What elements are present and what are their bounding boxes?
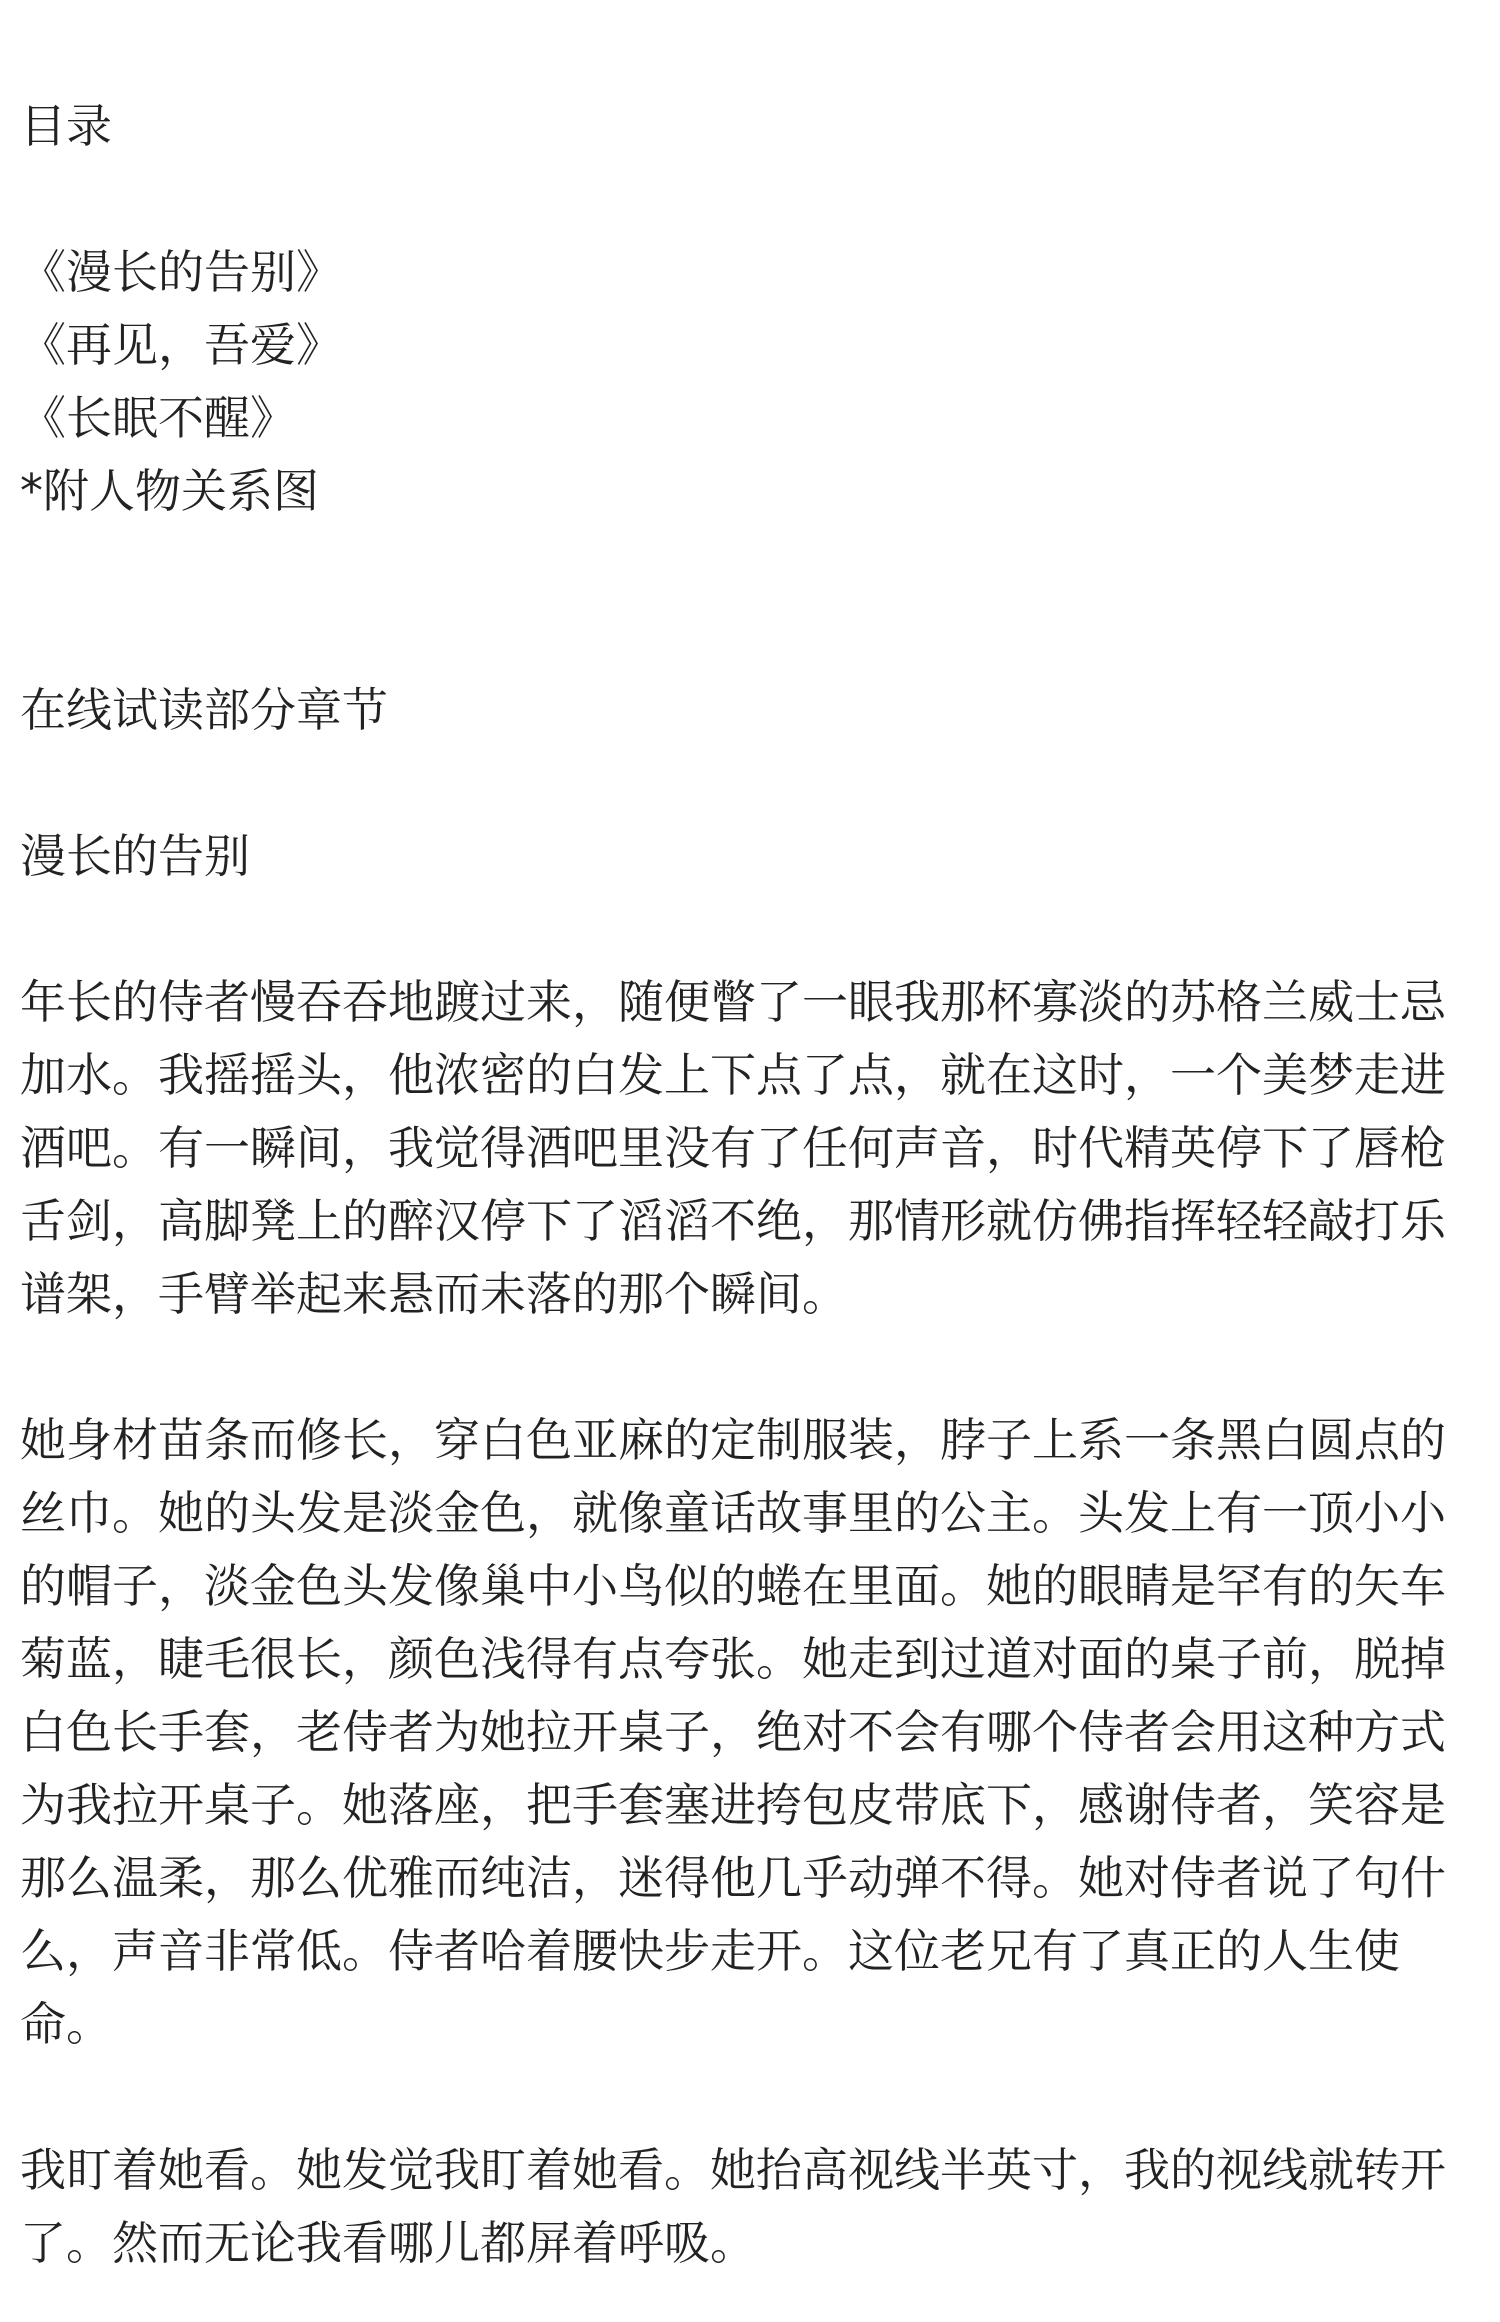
body-paragraph: 年长的侍者慢吞吞地踱过来，随便瞥了一眼我那杯寡淡的苏格兰威士忌加水。我摇摇头，他浓密的白发上下点了点，就在这时，一个美梦走进酒吧。有一瞬间，我觉得酒吧里没有了任何声音，时代精英停下了唇枪舌剑，高脚凳上的醉汉停下了滔滔不绝，那情形就仿佛指挥轻轻敲打乐谱架，手臂举起来悬而未落的那个瞬间。 (20, 975, 1446, 1321)
chapter-title: 漫长的告别 (20, 829, 250, 883)
spacer (20, 747, 1480, 820)
spacer (20, 2061, 1480, 2134)
spacer (20, 528, 1480, 674)
body-paragraph: 她身材苗条而修长，穿白色亚麻的定制服装，脖子上系一条黑白圆点的丝巾。她的头发是淡金色，就像童话故事里的公主。头发上有一顶小小的帽子，淡金色头发像巢中小鸟似的蜷在里面。她的眼睛是罕有的矢车菊蓝，睫毛很长，颜色浅得有点夸张。她走到过道对面的桌子前，脱掉白色长手套，老侍者为她拉开桌子，绝对不会有哪个侍者会用这种方式为我拉开桌子。她落座，把手套塞进挎包皮带底下，感谢侍者，笑容是那么温柔，那么优雅而纯洁，迷得他几乎动弹不得。她对侍者说了句什么，声音非常低。侍者哈着腰快步走开。这位老兄有了真正的人生使命。 (20, 1413, 1446, 2051)
spacer (20, 1331, 1480, 1404)
toc-heading: 目录 (20, 99, 112, 153)
toc-item: 《长眠不醒》 (20, 391, 296, 445)
toc-item: *附人物关系图 (20, 464, 319, 518)
document-page (20, 90, 1480, 2280)
spacer (20, 163, 1480, 236)
body-paragraph: 我盯着她看。她发觉我盯着她看。她抬高视线半英寸，我的视线就转开了。然而无论我看哪儿都屏着呼吸。 (20, 2143, 1446, 2270)
preview-heading: 在线试读部分章节 (20, 683, 388, 737)
toc-item: 《漫长的告别》 (20, 245, 342, 299)
toc-list (20, 236, 1480, 528)
spacer (20, 893, 1480, 966)
toc-item: 《再见，吾爱》 (20, 318, 342, 372)
